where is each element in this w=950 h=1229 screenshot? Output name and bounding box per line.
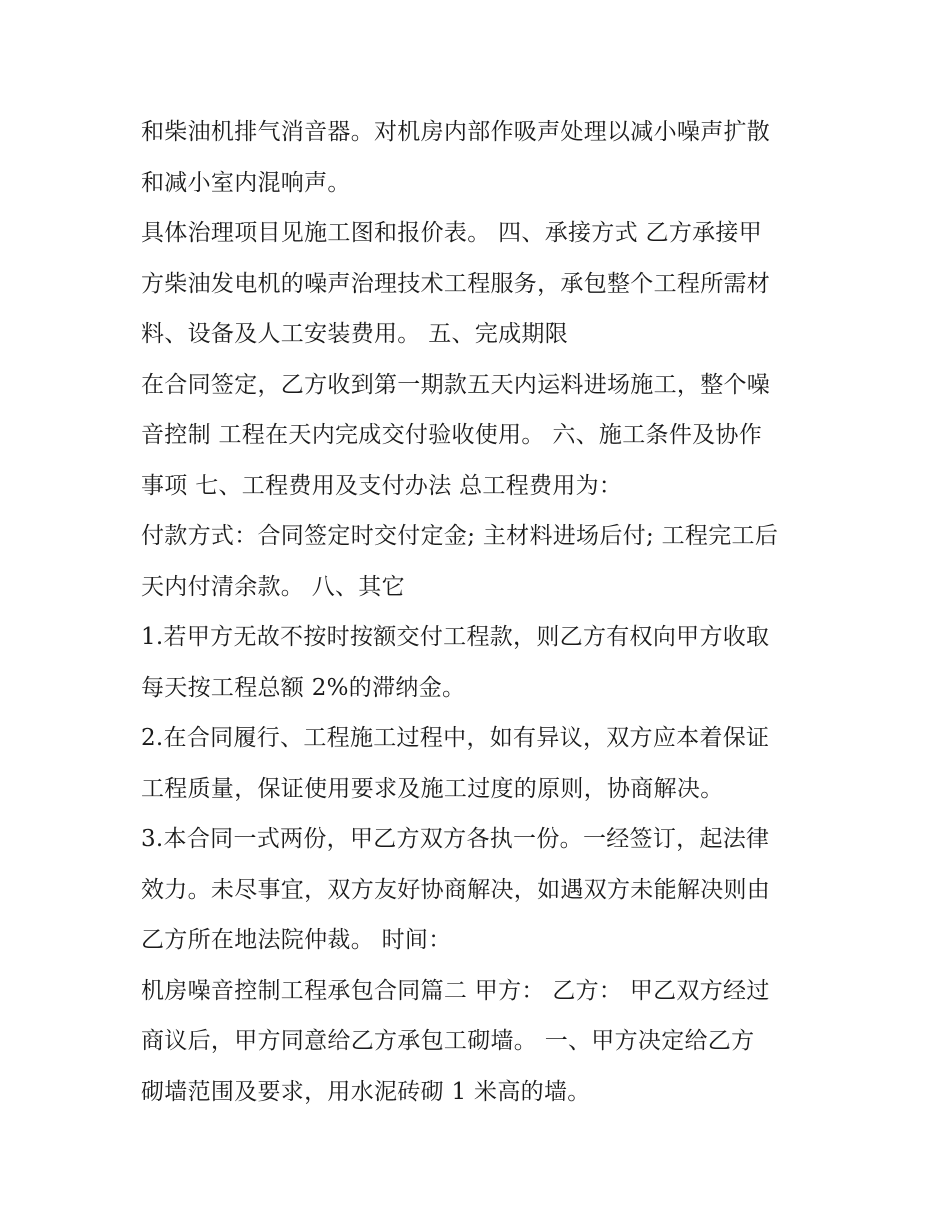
text-line: 在合同签定，乙方收到第一期款五天内运料进场施工，整个噪 — [141, 371, 771, 398]
text-line: 具体治理项目见施工图和报价表。 四、承接方式 乙方承接甲 — [141, 220, 763, 246]
text-line: 机房噪音控制工程承包合同篇二 甲方： 乙方： 甲乙双方经过 — [141, 977, 770, 1004]
text-line: 商议后，甲方同意给乙方承包工砌墙。 一、甲方决定给乙方 — [141, 1028, 755, 1054]
text-line: 乙方所在地法院仲裁。 时间： — [141, 927, 452, 953]
text-line: 效力。未尽事宜，双方友好协商解决，如遇双方未能解决则由 — [141, 876, 771, 903]
text-line: 1.若甲方无故不按时按额交付工程款，则乙方有权向甲方收取 — [141, 624, 770, 650]
text-line: 天内付清余款。 八、其它 — [141, 573, 405, 600]
text-line: 2.在合同履行、工程施工过程中，如有异议，双方应本着保证 — [141, 725, 770, 751]
text-line: 每天按工程总额 2%的滞纳金。 — [141, 674, 466, 701]
text-line: 和减小室内混响声。 — [141, 169, 351, 196]
text-line: 3.本合同一式两份，甲乙方双方各执一份。一经签订，起法律 — [141, 826, 770, 852]
text-line: 事项 七、工程费用及支付办法 总工程费用为： — [141, 472, 623, 499]
text-line: 方柴油发电机的噪声治理技术工程服务，承包整个工程所需材 — [141, 270, 771, 297]
text-line: 音控制 工程在天内完成交付验收使用。 六、施工条件及协作 — [141, 422, 763, 448]
text-line: 料、设备及人工安装费用。 五、完成期限 — [141, 321, 569, 347]
text-line: 工程质量，保证使用要求及施工过度的原则，协商解决。 — [141, 775, 724, 802]
text-line: 砌墙范围及要求，用水泥砖砌 1 米高的墙。 — [141, 1078, 591, 1105]
document-body — [141, 107, 831, 1117]
text-line: 付款方式：合同签定时交付定金; 主材料进场后付; 工程完工后 — [141, 523, 779, 549]
text-line: 和柴油机排气消音器。对机房内部作吸声处理以减小噪声扩散 — [141, 119, 771, 145]
